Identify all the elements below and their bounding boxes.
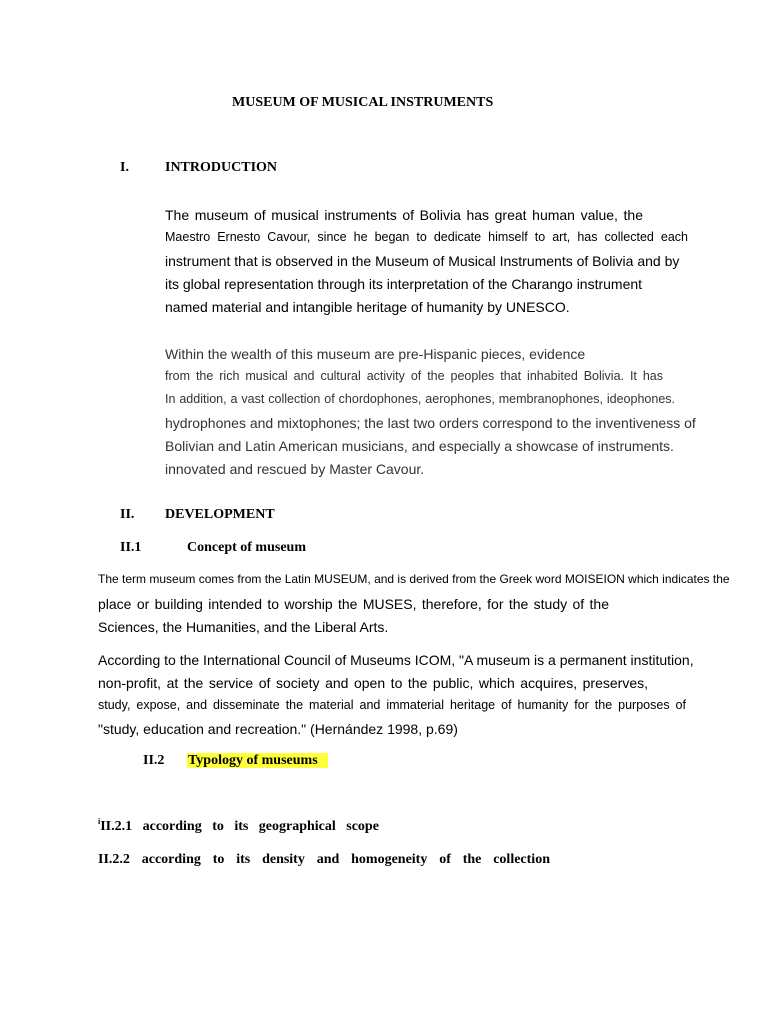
item-word: its	[234, 819, 249, 834]
text-line: instrument that is observed in the Museum of Musical Instruments of Bolivia and by	[165, 253, 680, 269]
text-line: "study, education and recreation." (Hernández 1998, p.69)	[98, 721, 458, 737]
section-1-number: I.	[120, 160, 129, 175]
item-word: to	[212, 819, 224, 834]
text-line: from the rich musical and cultural activity of the peoples that inhabited Bolivia. It has	[165, 369, 663, 383]
subsection-2-1-number: II.1	[120, 540, 142, 555]
subsection-2-2-heading: Typology of museums	[187, 753, 328, 768]
text-line: The term museum comes from the Latin MUSEUM, and is derived from the Greek word MOISEION which indicates the	[98, 572, 730, 586]
item-word: II.2.2	[98, 852, 130, 867]
item-word: scope	[346, 819, 379, 834]
item-word: of	[439, 852, 451, 867]
item-word: collection	[493, 852, 550, 867]
text-line: place or building intended to worship the MUSES, therefore, for the study of the	[98, 596, 609, 612]
item-word: density	[262, 852, 305, 867]
subsection-2-1-heading: Concept of museum	[187, 540, 306, 555]
section-1-heading: INTRODUCTION	[165, 160, 278, 175]
text-line: Within the wealth of this museum are pre-Hispanic pieces, evidence	[165, 346, 586, 362]
text-line: The museum of musical instruments of Bolivia has great human value, the	[165, 207, 643, 223]
text-line: Bolivian and Latin American musicians, and especially a showcase of instruments.	[165, 438, 674, 454]
text-line: named material and intangible heritage of humanity by UNESCO.	[165, 299, 570, 315]
text-line: non-profit, at the service of society and open to the public, which acquires, preserves,	[98, 675, 648, 691]
item-word: homogeneity	[351, 852, 428, 867]
text-line: study, expose, and disseminate the material and immaterial heritage of humanity for the purposes of	[98, 698, 686, 712]
footnote-marker: i	[98, 817, 101, 826]
item-word: II.2.1	[100, 819, 133, 834]
section-2-number: II.	[120, 507, 135, 522]
item-word: according	[142, 819, 202, 834]
item-word: according	[141, 852, 201, 867]
text-line: its global representation through its interpretation of the Charango instrument	[165, 276, 643, 292]
text-line: According to the International Council of Museums ICOM, "A museum is a permanent institution,	[98, 652, 694, 668]
subsection-2-2-number: II.2	[143, 753, 165, 768]
text-line: Maestro Ernesto Cavour, since he began to dedicate himself to art, has collected each	[165, 230, 688, 244]
typology-item-2	[98, 852, 550, 868]
item-word: to	[212, 852, 225, 867]
item-word: geographical	[258, 819, 336, 834]
item-word: the	[462, 852, 482, 867]
typology-item-1	[98, 819, 379, 835]
subsection-2-2-heading-wrapper	[187, 753, 328, 769]
item-word: its	[236, 852, 251, 867]
text-line: In addition, a vast collection of chordophones, aerophones, membranophones, ideophones.	[165, 392, 675, 406]
document-title: MUSEUM OF MUSICAL INSTRUMENTS	[232, 95, 494, 110]
text-line: Sciences, the Humanities, and the Liberal Arts.	[98, 619, 389, 635]
section-2-heading: DEVELOPMENT	[165, 507, 275, 522]
item-word: and	[316, 852, 340, 867]
text-line: hydrophones and mixtophones; the last two orders correspond to the inventiveness of	[165, 415, 696, 431]
text-line: innovated and rescued by Master Cavour.	[165, 461, 425, 477]
